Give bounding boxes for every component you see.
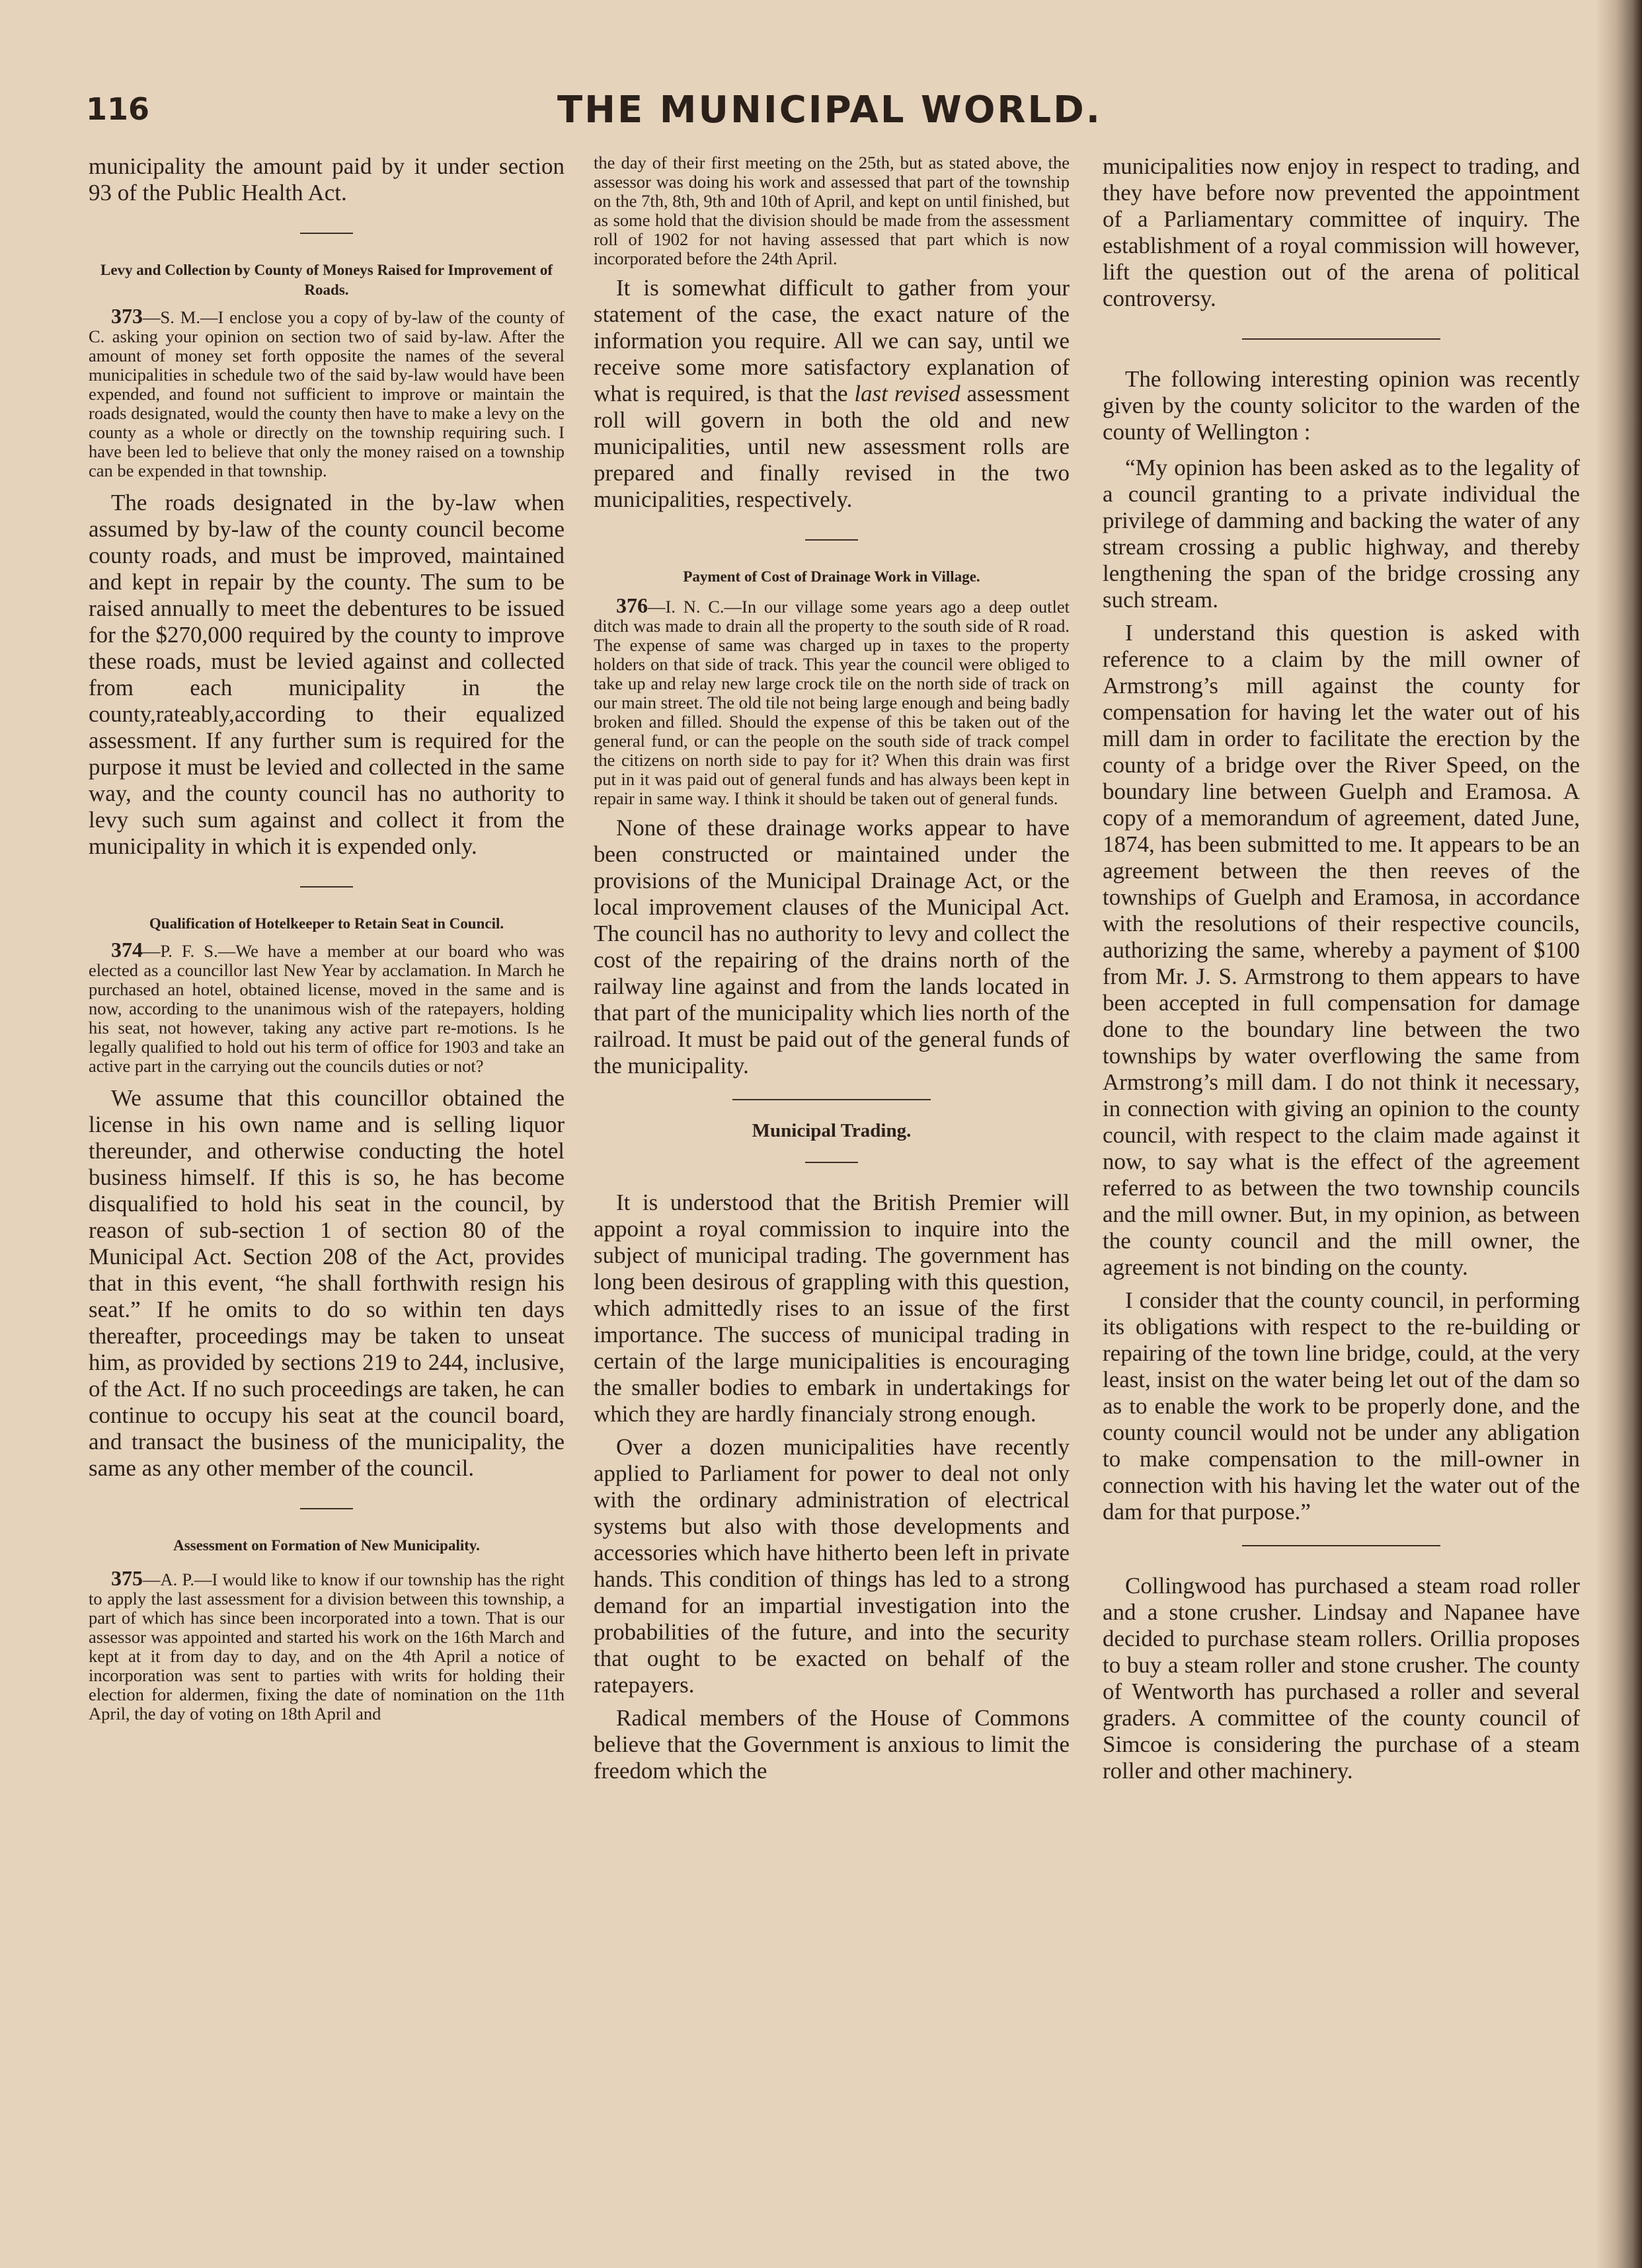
article-heading: Municipal Trading. <box>752 1120 912 1141</box>
quoted-opinion: I consider that the county council, in performing its obligations with respect to the re-building or repairing of the town line bridge, could, at the very least, insist on the water being let out of the dam so as to enable the work to be properly done, and the county council would not be under any abligation to make compensation to the mill-owner in connection with his having let the water out of the dam for that purpose.” <box>1103 1287 1580 1525</box>
answer-375 <box>594 275 1070 513</box>
answer-373: The roads designated in the by-law when assumed by by-law of the county council become county roads, and must be improved, maintained and kept in repair by the county. The sum to be raised annually to meet the debentures to be issued for the $270,000 required by the county to improve these roads, must be levied against and collected from each municipality in the county,rateably,according to their equalized assessment. If any further sum is required for the purpose it must be levied and collected in the same way, and the county council has no authority to levy such sum against and collect it from the municipality in which it is expended only. <box>89 490 565 859</box>
page-header <box>86 85 1573 137</box>
article-paragraph: Radical members of the House of Commons believe that the Government is anxious to limit the freedom which the <box>594 1705 1070 1784</box>
book-spine-shadow <box>1596 0 1642 2268</box>
divider <box>300 1508 353 1509</box>
question-375-continued: the day of their first meeting on the 25th, but as stated above, the assessor was doing his work and assessed that part of the township on the 7th, 8th, 9th and 10th of April, and kept on until finished, but as some hold that the division should be made from the assessment roll of 1902 for not having assessed that part which is now incorporated before the 24th April. <box>594 153 1070 268</box>
article-paragraph: The following interesting opinion was recently given by the county solicitor to the warden of the county of Wellington : <box>1103 366 1580 445</box>
column-3 <box>1103 153 1580 1784</box>
emphasis: last revised <box>854 381 960 406</box>
question-number: 376 <box>616 593 648 617</box>
divider <box>732 1099 931 1100</box>
divider <box>805 1162 858 1163</box>
question-373 <box>89 304 565 480</box>
question-374 <box>89 940 565 1076</box>
paragraph: municipality the amount paid by it under section 93 of the Public Health Act. <box>89 153 565 206</box>
section-heading: Payment of Cost of Drainage Work in Village. <box>683 568 980 585</box>
divider <box>1242 1545 1440 1546</box>
news-paragraph: Collingwood has purchased a steam road roller and a stone crusher. Lindsay and Napanee have decided to purchase steam rollers. Orillia proposes to buy a steam roller and stone crusher. The county of Wentworth has purchased a roller and several graders. A committee of the county council of Simcoe is considering the purchase of a steam roller and other machinery. <box>1103 1573 1580 1784</box>
section-heading: Assessment on Formation of New Municipality. <box>173 1537 480 1554</box>
page-number: 116 <box>86 91 150 127</box>
article-paragraph: It is understood that the British Premier will appoint a royal commission to inquire into the subject of municipal trading. The government has long been desirous of grappling with this question, which admittedly rises to an issue of the first importance. The success of municipal trading in certain of the large municipalities is encouraging the smaller bodies to embark in undertakings for which they are hardly financialy strong enough. <box>594 1190 1070 1427</box>
divider <box>805 539 858 541</box>
article-paragraph: Over a dozen municipalities have recently applied to Parliament for power to deal not only with the ordinary administration of electrical systems but also with those developments and accessories which have hitherto been left in private hands. This condition of things has led to a strong demand for an impartial investigation into the probabilities of the future, and into the security that ought to be exacted on behalf of the ratepayers. <box>594 1434 1070 1698</box>
answer-text: It is somewhat difficult to gather from your statement of the case, the exact nature of the information you require. All we can say, until we receive some more satisfactory explanation of what is required, is that the <box>594 275 1070 406</box>
divider <box>1242 338 1440 340</box>
question-text: —P. F. S.—We have a member at our board who was elected as a councillor last New Year by acclamation. In March he purchased an hotel, obtained license, moved in the same and is now, according to the unanimous wish of the ratepayers, holding his seat, not however, taking any active part re-motions. Is he legally qualified to hold out his term of office for 1903 and take an active part in the carrying out the councils duties or not? <box>89 941 565 1076</box>
quoted-opinion: I understand this question is asked with reference to a claim by the mill owner of Armstrong’s mill against the county for compensation for having let the water out of his mill dam in order to facilitate the erection by the county of a bridge over the River Speed, on the boundary line between Guelph and Eramosa. A copy of a memorandum of agreement, dated June, 1874, has been submitted to me. It appears to be an agreement between the then reeves of the townships of Guelph and Eramosa, in accordance with the resolutions of their respective councils, authorizing the same, whereby a payment of $100 from Mr. J. S. Armstrong to them appears to have been accepted in full compensation for damage done to the boundary line between the two townships by water overflowing the same from Armstrong’s mill dam. I do not think it necessary, in connection with giving an opinion to the county council, with respect to the claim made against it now, to say what is the effect of the agreement referred to as between the two township councils and the mill owner. But, in my opinion, as between the county council and the mill owner, the agreement is not binding on the county. <box>1103 620 1580 1280</box>
column-2 <box>594 153 1070 1784</box>
divider <box>300 886 353 888</box>
question-number: 375 <box>111 1566 143 1590</box>
question-text: —S. M.—I enclose you a copy of by-law of the county of C. asking your opinion on section two of said by-law. After the amount of money set forth opposite the names of the several municipalities in schedule two of the said by-law would have been expended, and found not sufficient to improve or maintain the roads designated, would the county then have to make a levy on the county as a whole or directly on the township requiring such. I have been led to believe that only the money raised on a township can be expended in that township. <box>89 307 565 480</box>
section-heading: Levy and Collection by County of Moneys Raised for Improvement of Roads. <box>100 262 553 298</box>
question-376 <box>594 593 1070 808</box>
column-1 <box>89 153 565 1723</box>
question-text: —A. P.—I would like to know if our township has the right to apply the last assessment for a division between this township, a part of which has since been incorporated into a town. That is our assessor was appointed and started his work on the 16th March and kept at it from day to day, and on the 4th April a notice of incorporation was sent to parties with writs for holding their election for aldermen, fixing the date of nomination on the 11th April, the day of voting on 18th April and <box>89 1569 565 1723</box>
quoted-opinion: “My opinion has been asked as to the legality of a council granting to a private individual the privilege of damming and backing the water of any stream crossing a public highway, and thereby lengthening the span of the bridge crossing any such stream. <box>1103 455 1580 613</box>
answer-374: We assume that this councillor obtained the license in his own name and is selling liquor thereunder, and otherwise conducting the hotel business himself. If this is so, he has become disqualified to hold his seat in the council, by reason of sub-section 1 of section 80 of the Municipal Act. Section 208 of the Act, provides that in this event, “he shall forthwith resign his seat.” If he omits to do so within ten days thereafter, proceedings may be taken to unseat him, as provided by sections 219 to 244, inclusive, of the Act. If no such proceedings are taken, he can continue to occupy his seat at the council board, and transact the business of the municipality, the same as any other member of the council. <box>89 1085 565 1481</box>
divider <box>300 233 353 234</box>
answer-text: assessment roll will govern in both the old and new municipalities, until new assessment rolls are prepared and finally revised in the two municipalities, respectively. <box>594 381 1070 512</box>
journal-title: THE MUNICIPAL WORLD. <box>557 89 1102 132</box>
section-heading: Qualification of Hotelkeeper to Retain Seat in Council. <box>149 915 504 932</box>
answer-376: None of these drainage works appear to have been constructed or maintained under the provisions of the Municipal Drainage Act, or the local improvement clauses of the Municipal Act. The council has no authority to levy and collect the cost of the repairing of the drains north of the railway line against and from the lands located in that part of the municipality which lies north of the railroad. It must be paid out of the general funds of the municipality. <box>594 815 1070 1078</box>
question-text: —I. N. C.—In our village some years ago a deep outlet ditch was made to drain all the property to the south side of R road. The expense of same was charged up in taxes to the property holders on that side of track. This year the council were obliged to take up and relay new large crock tile on the north side of track on our main street. The old tile not being large enough and being badly broken and filled. Should the expense of this be taken out of the general fund, or can the people on the south side of track compel the citizens on north side to pay for it? When this drain was first put in it was paid out of general funds and has always been kept in repair in same way. I think it should be taken out of general funds. <box>594 597 1070 808</box>
question-number: 374 <box>111 938 143 962</box>
article-paragraph: municipalities now enjoy in respect to trading, and they have before now prevented the appointment of a Parliamentary committee of inquiry. The establishment of a royal commission will however, lift the question out of the arena of political controversy. <box>1103 153 1580 311</box>
question-375 <box>89 1566 565 1723</box>
question-number: 373 <box>111 304 143 328</box>
